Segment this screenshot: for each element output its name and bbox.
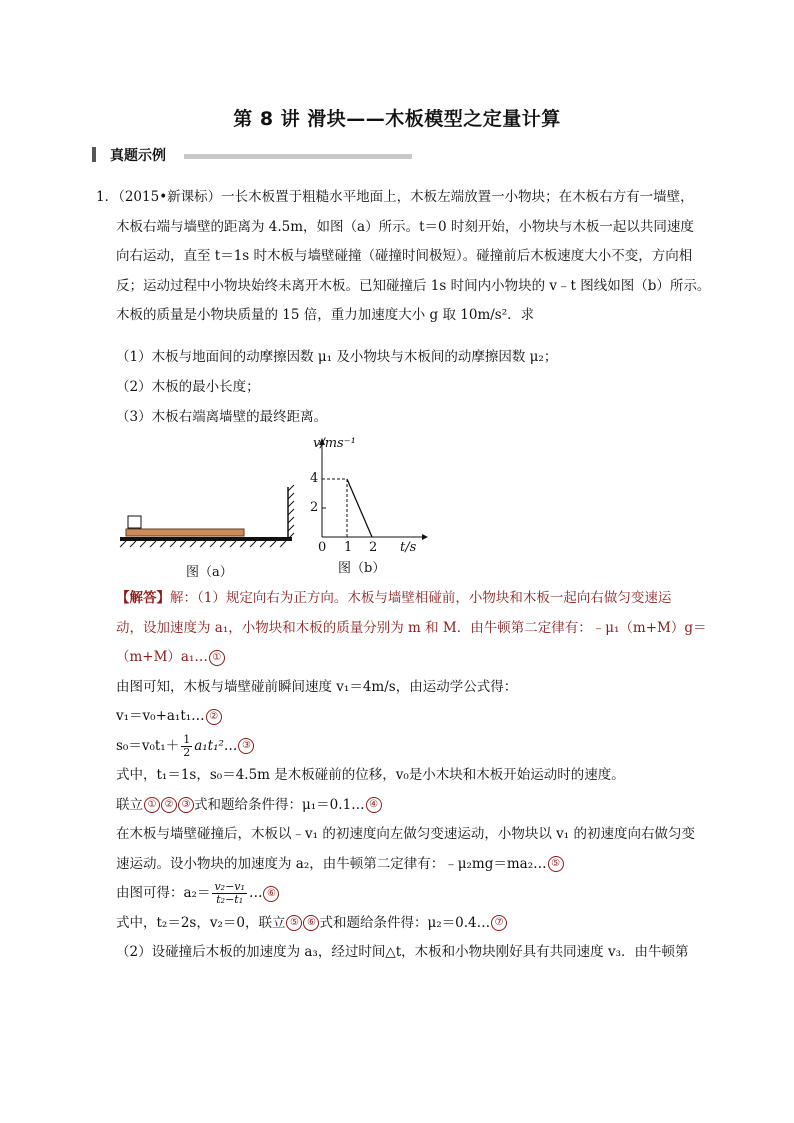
tick-label-x-0: 0 <box>318 540 327 555</box>
answer-text: 速运动。设小物块的加速度为 a₂，由牛顿第二定律有：﹣μ₂mg＝ma₂… <box>116 855 547 872</box>
answer-text: 式中，t₂＝2s，v₂＝0，联立 <box>116 914 286 931</box>
fraction-half <box>181 734 192 759</box>
answer-text: s₀＝v₀t₁＋ <box>116 737 180 754</box>
section-rule <box>184 154 412 159</box>
eq-marker-1: ① <box>209 650 225 666</box>
question-line: 反；运动过程中小物块始终未离开木板。已知碰撞后 1s 时间内小物块的 v﹣t 图线如图（b）所示。 <box>116 277 711 294</box>
answer <box>116 584 712 968</box>
answer-line-7: 式中，t₁＝1s，s₀＝4.5m 是木板碰前的位移，v₀是小木块和木板开始运动时的速度。 <box>116 767 625 783</box>
tick-label-y-2: 2 <box>310 500 319 515</box>
eq-ref: ① <box>144 797 160 813</box>
answer-line-6 <box>116 732 712 762</box>
eq-marker-6: ⑥ <box>263 886 279 902</box>
ground-line <box>120 537 292 541</box>
axis-label-t: t/s <box>400 540 417 555</box>
caption-a: 图（a） <box>186 565 233 580</box>
answer-text: v₁＝v₀+a₁t₁… <box>116 708 205 724</box>
answer-text: … <box>248 885 263 901</box>
question-line: 向右运动，直至 t＝1s 时木板与墙壁碰撞（碰撞时间极短）。碰撞前后木板速度大小不变，方向相 <box>116 248 693 264</box>
wall-hatching <box>288 485 294 539</box>
answer-text: 式和题给条件得：μ₁＝0.1… <box>194 796 365 813</box>
eq-ref: ⑥ <box>303 915 319 931</box>
question-text <box>96 183 711 331</box>
answer-line-10 <box>116 850 712 880</box>
sub-question-1: （1）木板与地面间的动摩擦因数 μ₁ 及小物块与木板间的动摩擦因数 μ₂； <box>116 349 558 365</box>
answer-line-11 <box>116 879 712 909</box>
eq-marker-3: ③ <box>238 738 254 754</box>
section-header <box>92 145 412 165</box>
figures <box>116 433 446 583</box>
answer-line-8 <box>116 791 712 821</box>
answer-line-5 <box>116 702 712 732</box>
question-line: 木板的质量是小物块质量的 15 倍，重力加速度大小 g 取 10m/s²．求 <box>116 307 535 323</box>
fraction-num: 1 <box>183 732 191 746</box>
answer-text: a₁t₁²… <box>194 737 238 754</box>
answer-text: 解：（1）规定向右为正方向。木板与墙壁相碰前，小物块和木板一起向右做匀变速运 <box>170 590 672 606</box>
fraction-den: t₂−t₁ <box>216 893 244 906</box>
fraction-accel <box>212 881 246 906</box>
ground-hatching <box>120 541 286 547</box>
answer-text: 由图可得：a₂＝ <box>116 885 211 901</box>
eq-marker-5: ⑤ <box>548 856 564 872</box>
tick-label-x-1: 1 <box>344 540 353 555</box>
figure-a <box>120 485 294 547</box>
section-label: 真题示例 <box>110 148 166 164</box>
answer-text: 式和题给条件得：μ₂＝0.4… <box>319 914 491 931</box>
sub-question-2: （2）木板的最小长度； <box>116 379 260 395</box>
answer-line-3 <box>116 643 712 673</box>
eq-marker-7: ⑦ <box>491 915 507 931</box>
answer-line-2: 动，设加速度为 a₁，小物块和木板的质量分别为 m 和 M．由牛顿第二定律有：﹣μ₁（m+M）g＝ <box>116 619 707 636</box>
answer-text: （m+M）a₁… <box>116 649 208 665</box>
answer-line-12 <box>116 909 712 939</box>
board <box>126 529 244 536</box>
x-axis-arrow <box>422 534 428 540</box>
eq-ref: ⑤ <box>286 915 302 931</box>
block <box>128 516 141 528</box>
eq-ref: ② <box>161 797 177 813</box>
figure-b <box>319 438 428 540</box>
answer-line-13: （2）设碰撞后木板的加速度为 a₃，经过时间△t，木板和小物块刚好具有共同速度 v₃．由牛顿第 <box>116 944 689 960</box>
answer-line-1 <box>116 584 712 614</box>
figure-svg <box>116 433 446 583</box>
caption-b: 图（b） <box>338 561 386 576</box>
section-marker <box>92 147 96 162</box>
answer-text: 联立 <box>116 796 143 813</box>
vt-series-line <box>347 479 372 537</box>
eq-marker-4: ④ <box>366 797 382 813</box>
eq-marker-2: ② <box>206 709 222 725</box>
eq-ref: ③ <box>178 797 194 813</box>
question-line: 1．（2015•新课标）一长木板置于粗糙水平地面上，木板左端放置一小物块；在木板右方有一墙壁， <box>96 189 694 205</box>
answer-line-9: 在木板与墙壁碰撞后，木板以﹣v₁ 的初速度向左做匀变速运动，小物块以 v₁ 的初速度向右做匀变 <box>116 826 695 842</box>
question-line: 木板右端与墙壁的距离为 4.5m，如图（a）所示。t＝0 时刻开始，小物块与木板一起以共同速度 <box>116 218 694 235</box>
axis-label-v: v/ms⁻¹ <box>313 436 356 451</box>
tick-label-x-2: 2 <box>369 540 378 555</box>
answer-line-4: 由图可知，木板与墙壁碰前瞬间速度 v₁＝4m/s，由运动学公式得： <box>116 678 518 695</box>
fraction-den: 2 <box>183 745 191 759</box>
fraction-num: v₂−v₁ <box>214 880 245 893</box>
sub-question-3: （3）木板右端离墙壁的最终距离。 <box>116 409 328 425</box>
tick-label-y-4: 4 <box>310 471 319 486</box>
page-title: 第 8 讲 滑块——木板模型之定量计算 <box>233 108 561 130</box>
answer-tag: 【解答】 <box>116 590 170 606</box>
